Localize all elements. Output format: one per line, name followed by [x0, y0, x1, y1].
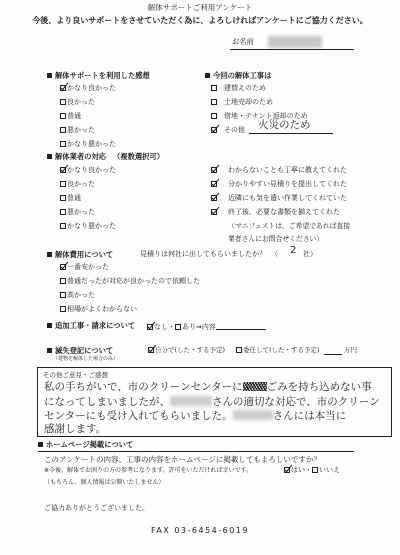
homepage-divider [38, 451, 354, 452]
privacy-note: （もちろん、個人情報は公開いたしません） [44, 479, 165, 486]
checkbox[interactable] [60, 209, 66, 215]
comment-line [44, 396, 380, 408]
comment-line [44, 382, 372, 393]
option-separator: ・ [305, 466, 312, 474]
other-reason-underline [249, 133, 333, 134]
option-yes-label: あり [182, 323, 196, 331]
comment-text: センターにも受け入れてもらいました。 [44, 410, 233, 422]
option-label: 借地・テナント返却のため [224, 112, 308, 120]
estimate-count-handwritten[interactable]: 2 [290, 245, 297, 256]
multiple-choice-note: （複数選択可） [113, 152, 165, 161]
demolition-reason-heading: 今回の解体工事は [213, 71, 272, 80]
comments-box[interactable] [37, 367, 392, 437]
option-no-label: いいえ [319, 466, 340, 474]
demolition-reason-option[interactable] [211, 99, 273, 106]
cost-option[interactable] [60, 264, 109, 271]
checkbox-yes[interactable] [284, 467, 290, 473]
comment-text: さんには本当に [272, 410, 347, 422]
checkbox[interactable] [60, 99, 66, 105]
option-label: 悪かった [67, 208, 95, 216]
homepage-heading: ホームページ掲載について [46, 440, 134, 449]
option-label: 悪かった [67, 126, 95, 134]
option-label: 土地売却のため [224, 98, 273, 106]
cost-option[interactable] [60, 278, 200, 285]
contractor-response-option[interactable] [60, 181, 95, 188]
option-label: 良かった [67, 98, 95, 106]
checkbox[interactable] [211, 209, 217, 215]
checkbox-yes[interactable] [175, 324, 181, 330]
cost-option[interactable] [60, 306, 137, 313]
content-blank-field[interactable] [216, 322, 266, 330]
option-label: 分かりやすい見積りを提出してくれた [228, 180, 347, 188]
form-title: 解体サポートご利用アンケート [147, 3, 253, 12]
contractor-detail-option[interactable] [211, 195, 347, 202]
checkbox[interactable] [211, 113, 217, 119]
option-label: 良かった [67, 180, 95, 188]
contractor-response-option[interactable] [60, 209, 95, 216]
contractor-response-option[interactable] [60, 195, 81, 202]
option-label: 相場がよくわからない [67, 305, 137, 313]
additional-work-heading: 追加工事・請求について [55, 321, 136, 330]
checkbox[interactable] [211, 167, 217, 173]
demolition-reason-option[interactable] [211, 127, 245, 134]
comment-line [44, 410, 346, 422]
other-reason-handwritten[interactable]: 火災のため [258, 119, 311, 131]
option-label: その他 [224, 126, 245, 134]
option-label: 委任して(した・する予定) [243, 346, 320, 354]
option-label: かなり良かった [67, 166, 116, 174]
comments-heading: その他ご意見・ご感想 [43, 371, 108, 379]
homepage-consent-options [284, 467, 340, 474]
manifest-note-line1: （マニフェストは、ご希望であれば直接 [228, 222, 351, 230]
demolition-reason-option[interactable] [211, 85, 266, 92]
checkbox[interactable] [60, 264, 66, 270]
additional-work-options [147, 322, 266, 331]
closing-message: ご協力ありがとうございました。 [44, 504, 149, 512]
option-yes-label: はい [291, 466, 305, 474]
checkbox[interactable] [211, 181, 217, 187]
registration-heading: 滅失登記について [55, 346, 114, 355]
option-none-label: なし [154, 323, 168, 331]
checkbox[interactable] [60, 292, 66, 298]
option-label: 普通だったが対応が良かったので依頼した [67, 277, 200, 285]
estimate-count-question: 見積りは何社に出してもらいましたか？ [140, 250, 266, 258]
cost-heading: 解体費用について [55, 250, 114, 259]
support-feedback-option[interactable] [60, 141, 116, 148]
comment-text: ごみを持ち込めない事 [266, 381, 372, 393]
name-underline [230, 49, 354, 50]
option-label: 高かった [67, 291, 95, 299]
scribbled-out-text [243, 382, 267, 391]
redacted-company-name [170, 396, 212, 406]
fax-number: FAX 03-6454-6019 [150, 526, 250, 535]
checkbox[interactable] [60, 181, 66, 187]
redacted-company-name [233, 410, 273, 420]
checkbox[interactable] [211, 195, 217, 201]
checkbox[interactable] [60, 167, 66, 173]
checkbox[interactable] [60, 195, 66, 201]
option-label: かなり良かった [67, 84, 116, 92]
support-feedback-option[interactable] [60, 113, 81, 120]
name-label: お名前 [232, 37, 254, 46]
option-label: かなり悪かった [67, 222, 116, 230]
support-feedback-option[interactable] [60, 99, 95, 106]
fee-blank-field[interactable] [324, 354, 342, 355]
contractor-detail-option[interactable] [211, 181, 347, 188]
checkbox[interactable] [211, 99, 217, 105]
manifest-note-line2: 業者さんにお問合せください） [228, 235, 324, 243]
checkbox-no[interactable] [312, 467, 318, 473]
option-label: 自分で(した・する予定) [155, 346, 226, 354]
checkbox[interactable] [60, 306, 66, 312]
registration-note: （建物を解体した場合のみ） [53, 356, 119, 362]
option-separator: ・ [168, 323, 175, 331]
comment-line: 感謝します。 [44, 423, 107, 435]
option-label: 普通 [67, 112, 81, 120]
option-label: 終了後、必要な書類を揃えてくれた [228, 208, 340, 216]
comment-text: になってしまいましたが、 [44, 396, 170, 408]
checkbox[interactable] [60, 127, 66, 133]
option-label: 普通 [67, 194, 81, 202]
option-label: 一番安かった [67, 263, 109, 271]
checkbox[interactable] [60, 223, 66, 229]
estimate-count-close: 社） [303, 250, 317, 258]
checkbox-none[interactable] [147, 324, 153, 330]
checkbox[interactable] [211, 85, 217, 91]
checkbox[interactable] [60, 85, 66, 91]
support-feedback-option[interactable] [60, 127, 95, 134]
contractor-response-heading: 解体業者の対応 [55, 152, 107, 161]
content-label: ⇒内容 [196, 323, 216, 331]
option-label: 近隣にも気を遣い作業してくれていた [228, 194, 347, 202]
registration-delegate-option[interactable] [236, 347, 320, 354]
option-label: 建替えのため [224, 84, 266, 92]
cost-option[interactable] [60, 292, 95, 299]
fee-unit: 万円 [344, 346, 357, 354]
checkbox[interactable] [236, 347, 242, 353]
support-feedback-heading: 解体サポートを利用した感想 [55, 71, 150, 80]
contractor-response-option[interactable] [60, 167, 116, 174]
option-label: わからないことも丁寧に教えてくれた [228, 166, 347, 174]
support-feedback-option[interactable] [60, 85, 116, 92]
redacted-name [268, 36, 322, 48]
checkbox[interactable] [60, 141, 66, 147]
checkbox[interactable] [60, 113, 66, 119]
estimate-count-open: （ [271, 250, 278, 258]
option-label: かなり悪かった [67, 140, 116, 148]
checkbox[interactable] [60, 278, 66, 284]
comment-text: さんの適切な対応で、市のクリーン [212, 396, 380, 408]
contractor-response-option[interactable] [60, 223, 116, 230]
homepage-note: ※今後、解体でお困りの方の参考になります。許可をいただければ幸いです。 [44, 467, 253, 474]
contractor-detail-option[interactable] [211, 209, 340, 216]
checkbox[interactable] [148, 347, 154, 353]
homepage-question: このアンケートの内容、工事の内容をホームページに掲載してもよろしいですか？ [44, 455, 321, 464]
registration-self-option[interactable] [148, 347, 225, 354]
contractor-detail-option[interactable] [211, 167, 347, 174]
form-intro: 今後、より良いサポートをさせていただく為に、よろしければアンケートにご協力ください。 [32, 16, 368, 25]
comment-text: 私の手ちがいで、市のクリーンセンターに [44, 381, 243, 393]
checkbox[interactable] [211, 127, 217, 133]
